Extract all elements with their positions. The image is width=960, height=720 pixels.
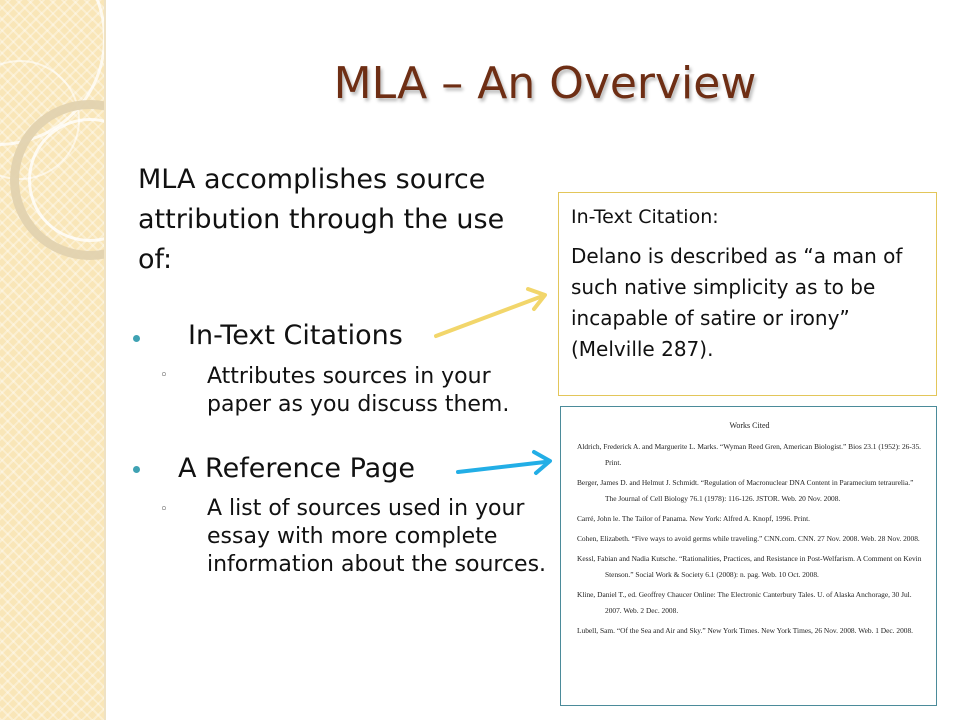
bullet-reference-page: A Reference Page xyxy=(178,453,415,484)
bullet-dot xyxy=(133,466,140,473)
works-cited-title: Works Cited xyxy=(729,421,770,430)
arrow-to-works-cited xyxy=(458,452,550,473)
works-cited-entry: Carré, John le. The Tailor of Panama. New York: Alfred A. Knopf, 1996. Print. xyxy=(577,514,811,523)
works-cited-page xyxy=(560,406,937,706)
works-cited-entry: Lubell, Sam. “Of the Sea and Air and Sky.” New York Times. New York Times, 26 Nov. 2008. Web. 1 Dec. 2008. xyxy=(577,626,914,635)
in-text-citation-box xyxy=(558,192,937,396)
sub-bullet-text: A list of sources used in your essay with more complete information about the sources. xyxy=(207,496,547,577)
arrow-to-citation-box xyxy=(436,289,545,336)
sub-bullet-marker: ◦ xyxy=(160,502,168,517)
sidebar-divider xyxy=(104,0,106,720)
works-cited-entry: Kline, Daniel T., ed. Geoffrey Chaucer Online: The Electronic Canterbury Tales. U. of Alaska Anchorage, 30 Jul. 2007. Web. 2 Dec. 2008. xyxy=(577,590,912,615)
decorative-sidebar xyxy=(0,0,106,720)
works-cited-entry: Berger, James D. and Helmut J. Schmidt. “Regulation of Macronuclear DNA Content in Paramecium tetraurelia.” The Journal of Cell Biology 76.1 (1978): 116-126. JSTOR. Web. 20 Nov. 2008. xyxy=(577,478,914,503)
bullet-dot xyxy=(133,335,140,342)
bullet-in-text-citations: In-Text Citations xyxy=(188,320,403,351)
intro-text: MLA accomplishes source attribution through the use of: xyxy=(138,164,505,275)
citation-heading: In-Text Citation: xyxy=(571,206,719,228)
sub-bullet-marker: ◦ xyxy=(160,368,168,383)
works-cited-entry: Kessl, Fabian and Nadia Kutsche. “Rationalities, Practices, and Resistance in Post-Welfarism. A Comment on Kevin Stenson.” Social Work & Society 6.1 (2008): n. pag. Web. 10 Oct. 2008. xyxy=(577,554,922,579)
citation-example: Delano is described as “a man of such native simplicity as to be incapable of satire or irony” (Melville 287). xyxy=(571,244,903,361)
works-cited-entry: Cohen, Elizabeth. “Five ways to avoid germs while traveling.” CNN.com. CNN. 27 Nov. 2008. Web. 28 Nov. 2008. xyxy=(577,534,920,543)
sub-bullet-text: Attributes sources in your paper as you discuss them. xyxy=(207,364,510,417)
slide-title: MLA – An Overview xyxy=(333,58,757,109)
works-cited-entry: Aldrich, Frederick A. and Marguerite L. Marks. “Wyman Reed Gren, American Biologist.” Bios 23.1 (1952): 26-35. Print. xyxy=(577,442,922,467)
